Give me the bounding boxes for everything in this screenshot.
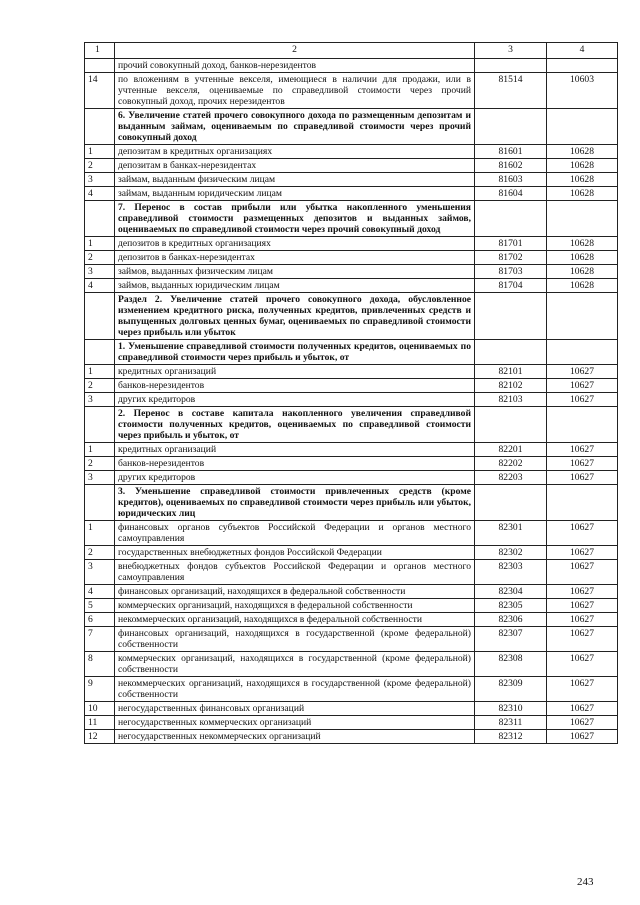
row-account: 10627 [547, 365, 618, 379]
row-account: 10628 [547, 279, 618, 293]
row-account: 10627 [547, 393, 618, 407]
table-row [85, 279, 618, 293]
row-number [85, 407, 115, 443]
row-number: 12 [85, 730, 115, 744]
row-number: 3 [85, 393, 115, 407]
row-code: 82311 [475, 716, 547, 730]
row-account: 10627 [547, 457, 618, 471]
row-code: 81604 [475, 187, 547, 201]
table-row [85, 237, 618, 251]
row-account: 10627 [547, 677, 618, 702]
row-description: негосударственных коммерческих организаций [115, 716, 475, 730]
row-number [85, 109, 115, 145]
row-code: 81701 [475, 237, 547, 251]
row-number: 2 [85, 546, 115, 560]
row-code: 82312 [475, 730, 547, 744]
row-number: 2 [85, 457, 115, 471]
row-description: некоммерческих организаций, находящихся в государственной (кроме федеральной) собственности [115, 677, 475, 702]
table-row [85, 265, 618, 279]
row-code: 82302 [475, 546, 547, 560]
row-number: 7 [85, 627, 115, 652]
row-code: 81702 [475, 251, 547, 265]
row-account: 10627 [547, 716, 618, 730]
section-heading-row [85, 201, 618, 237]
row-description: банков-нерезидентов [115, 379, 475, 393]
row-description: прочий совокупный доход, банков-нерезидентов [115, 59, 475, 73]
row-number: 4 [85, 585, 115, 599]
row-code [475, 485, 547, 521]
header-col-1: 1 [85, 43, 115, 59]
row-description: финансовых органов субъектов Российской Федерации и органов местного самоуправления [115, 521, 475, 546]
row-number [85, 340, 115, 365]
row-account [547, 407, 618, 443]
section-heading-row [85, 109, 618, 145]
table-row [85, 585, 618, 599]
row-code: 82203 [475, 471, 547, 485]
row-description: депозитов в кредитных организациях [115, 237, 475, 251]
table-row [85, 652, 618, 677]
table-row [85, 702, 618, 716]
row-description: других кредиторов [115, 471, 475, 485]
table-row [85, 730, 618, 744]
table-row [85, 677, 618, 702]
row-description: по вложениям в учтенные векселя, имеющиеся в наличии для продажи, или в учтенные векселя, оцениваемые по справедливой стоимости через прочий совокупный доход, прочих нерезидентов [115, 73, 475, 109]
row-number: 1 [85, 145, 115, 159]
row-code: 82308 [475, 652, 547, 677]
section-heading-row [85, 293, 618, 340]
row-code [475, 59, 547, 73]
row-code: 81602 [475, 159, 547, 173]
row-account: 10627 [547, 521, 618, 546]
header-col-3: 3 [475, 43, 547, 59]
row-code: 82201 [475, 443, 547, 457]
row-account: 10628 [547, 251, 618, 265]
table-row [85, 393, 618, 407]
row-description: займов, выданных юридическим лицам [115, 279, 475, 293]
table-row [85, 187, 618, 201]
row-description: 7. Перенос в состав прибыли или убытка накопленного уменьшения справедливой стоимости размещенных депозитов и выданных займов, оцениваемых по справедливой стоимости через прочий совокупный доход [115, 201, 475, 237]
row-number: 3 [85, 471, 115, 485]
row-code: 81703 [475, 265, 547, 279]
row-account [547, 293, 618, 340]
table-row [85, 716, 618, 730]
row-account: 10627 [547, 471, 618, 485]
row-account: 10627 [547, 599, 618, 613]
table-row [85, 173, 618, 187]
row-number: 9 [85, 677, 115, 702]
row-account: 10627 [547, 652, 618, 677]
row-account: 10627 [547, 546, 618, 560]
row-description: коммерческих организаций, находящихся в государственной (кроме федеральной) собственности [115, 652, 475, 677]
row-description: негосударственных финансовых организаций [115, 702, 475, 716]
row-description: 2. Перенос в составе капитала накопленного увеличения справедливой стоимости полученных кредитов, оцениваемых по справедливой стоимости через прибыль и убыток, от [115, 407, 475, 443]
row-description: других кредиторов [115, 393, 475, 407]
row-code: 81514 [475, 73, 547, 109]
table-row [85, 457, 618, 471]
table-row [85, 73, 618, 109]
row-description: финансовых организаций, находящихся в государственной (кроме федеральной) собственности [115, 627, 475, 652]
row-number [85, 293, 115, 340]
page-number: 243 [577, 876, 594, 888]
row-code: 82301 [475, 521, 547, 546]
row-description: внебюджетных фондов субъектов Российской Федерации и органов местного самоуправления [115, 560, 475, 585]
row-account [547, 59, 618, 73]
row-description: коммерческих организаций, находящихся в федеральной собственности [115, 599, 475, 613]
row-account [547, 485, 618, 521]
table-row [85, 521, 618, 546]
row-number: 3 [85, 265, 115, 279]
header-row [85, 43, 618, 59]
row-number: 14 [85, 73, 115, 109]
row-number: 4 [85, 187, 115, 201]
row-code: 82310 [475, 702, 547, 716]
row-description: кредитных организаций [115, 443, 475, 457]
row-number: 3 [85, 560, 115, 585]
row-code: 82303 [475, 560, 547, 585]
header-col-2: 2 [115, 43, 475, 59]
row-code: 82307 [475, 627, 547, 652]
row-code: 82304 [475, 585, 547, 599]
row-account [547, 340, 618, 365]
row-number: 2 [85, 379, 115, 393]
row-number [85, 485, 115, 521]
row-number: 8 [85, 652, 115, 677]
row-description: негосударственных некоммерческих организаций [115, 730, 475, 744]
row-description: займов, выданных физическим лицам [115, 265, 475, 279]
row-number: 10 [85, 702, 115, 716]
row-account: 10627 [547, 613, 618, 627]
row-code: 82309 [475, 677, 547, 702]
row-number: 1 [85, 237, 115, 251]
row-code [475, 407, 547, 443]
row-description: Раздел 2. Увеличение статей прочего совокупного дохода, обусловленное изменением кредитного риска, полученных кредитов, привлеченных средств и выпущенных долговых ценных бумаг, оцениваемых по справедливой стоимости через прибыль или убыток [115, 293, 475, 340]
row-number [85, 201, 115, 237]
row-number: 2 [85, 159, 115, 173]
row-account: 10627 [547, 443, 618, 457]
table-row [85, 471, 618, 485]
row-code: 81603 [475, 173, 547, 187]
accounts-table [84, 42, 618, 744]
table-row [85, 59, 618, 73]
row-number: 1 [85, 521, 115, 546]
row-description: 1. Уменьшение справедливой стоимости полученных кредитов, оцениваемых по справедливой стоимости через прибыль и убыток, от [115, 340, 475, 365]
row-description: депозитов в банках-нерезидентах [115, 251, 475, 265]
row-account: 10627 [547, 560, 618, 585]
row-code: 81601 [475, 145, 547, 159]
table-row [85, 379, 618, 393]
table-row [85, 627, 618, 652]
row-description: 3. Уменьшение справедливой стоимости привлеченных средств (кроме кредитов), оцениваемых по справедливой стоимости через прибыль или убыток, юридических лиц [115, 485, 475, 521]
row-account: 10628 [547, 237, 618, 251]
row-account: 10627 [547, 730, 618, 744]
row-description: 6. Увеличение статей прочего совокупного дохода по размещенным депозитам и выданным займам, оцениваемым по справедливой стоимости через прочий совокупный доход [115, 109, 475, 145]
row-account [547, 109, 618, 145]
row-account: 10603 [547, 73, 618, 109]
row-number: 1 [85, 443, 115, 457]
row-description: депозитам в кредитных организациях [115, 145, 475, 159]
row-description: банков-нерезидентов [115, 457, 475, 471]
row-description: депозитам в банках-нерезидентах [115, 159, 475, 173]
row-description: финансовых организаций, находящихся в федеральной собственности [115, 585, 475, 599]
row-code [475, 340, 547, 365]
table-row [85, 145, 618, 159]
table-row [85, 251, 618, 265]
row-code [475, 109, 547, 145]
row-code: 82305 [475, 599, 547, 613]
row-number: 1 [85, 365, 115, 379]
row-code: 82103 [475, 393, 547, 407]
row-account: 10627 [547, 627, 618, 652]
row-account: 10628 [547, 145, 618, 159]
header-col-4: 4 [547, 43, 618, 59]
row-number: 3 [85, 173, 115, 187]
row-code: 82202 [475, 457, 547, 471]
row-account: 10628 [547, 187, 618, 201]
row-code: 82101 [475, 365, 547, 379]
row-account: 10627 [547, 585, 618, 599]
section-heading-row [85, 485, 618, 521]
table-row [85, 560, 618, 585]
row-description: кредитных организаций [115, 365, 475, 379]
section-heading-row [85, 407, 618, 443]
row-number: 4 [85, 279, 115, 293]
row-account: 10628 [547, 173, 618, 187]
row-account: 10627 [547, 379, 618, 393]
row-number: 5 [85, 599, 115, 613]
row-account: 10628 [547, 265, 618, 279]
row-number: 6 [85, 613, 115, 627]
row-code [475, 201, 547, 237]
row-description: некоммерческих организаций, находящихся в федеральной собственности [115, 613, 475, 627]
table-row [85, 443, 618, 457]
row-code: 81704 [475, 279, 547, 293]
row-code [475, 293, 547, 340]
table-row [85, 613, 618, 627]
row-number [85, 59, 115, 73]
row-description: государственных внебюджетных фондов Российской Федерации [115, 546, 475, 560]
row-description: займам, выданным юридическим лицам [115, 187, 475, 201]
row-code: 82102 [475, 379, 547, 393]
row-account: 10627 [547, 702, 618, 716]
row-account: 10628 [547, 159, 618, 173]
row-number: 2 [85, 251, 115, 265]
table-row [85, 546, 618, 560]
row-description: займам, выданным физическим лицам [115, 173, 475, 187]
row-account [547, 201, 618, 237]
row-number: 11 [85, 716, 115, 730]
row-code: 82306 [475, 613, 547, 627]
section-heading-row [85, 340, 618, 365]
table-row [85, 365, 618, 379]
table-row [85, 599, 618, 613]
table-row [85, 159, 618, 173]
